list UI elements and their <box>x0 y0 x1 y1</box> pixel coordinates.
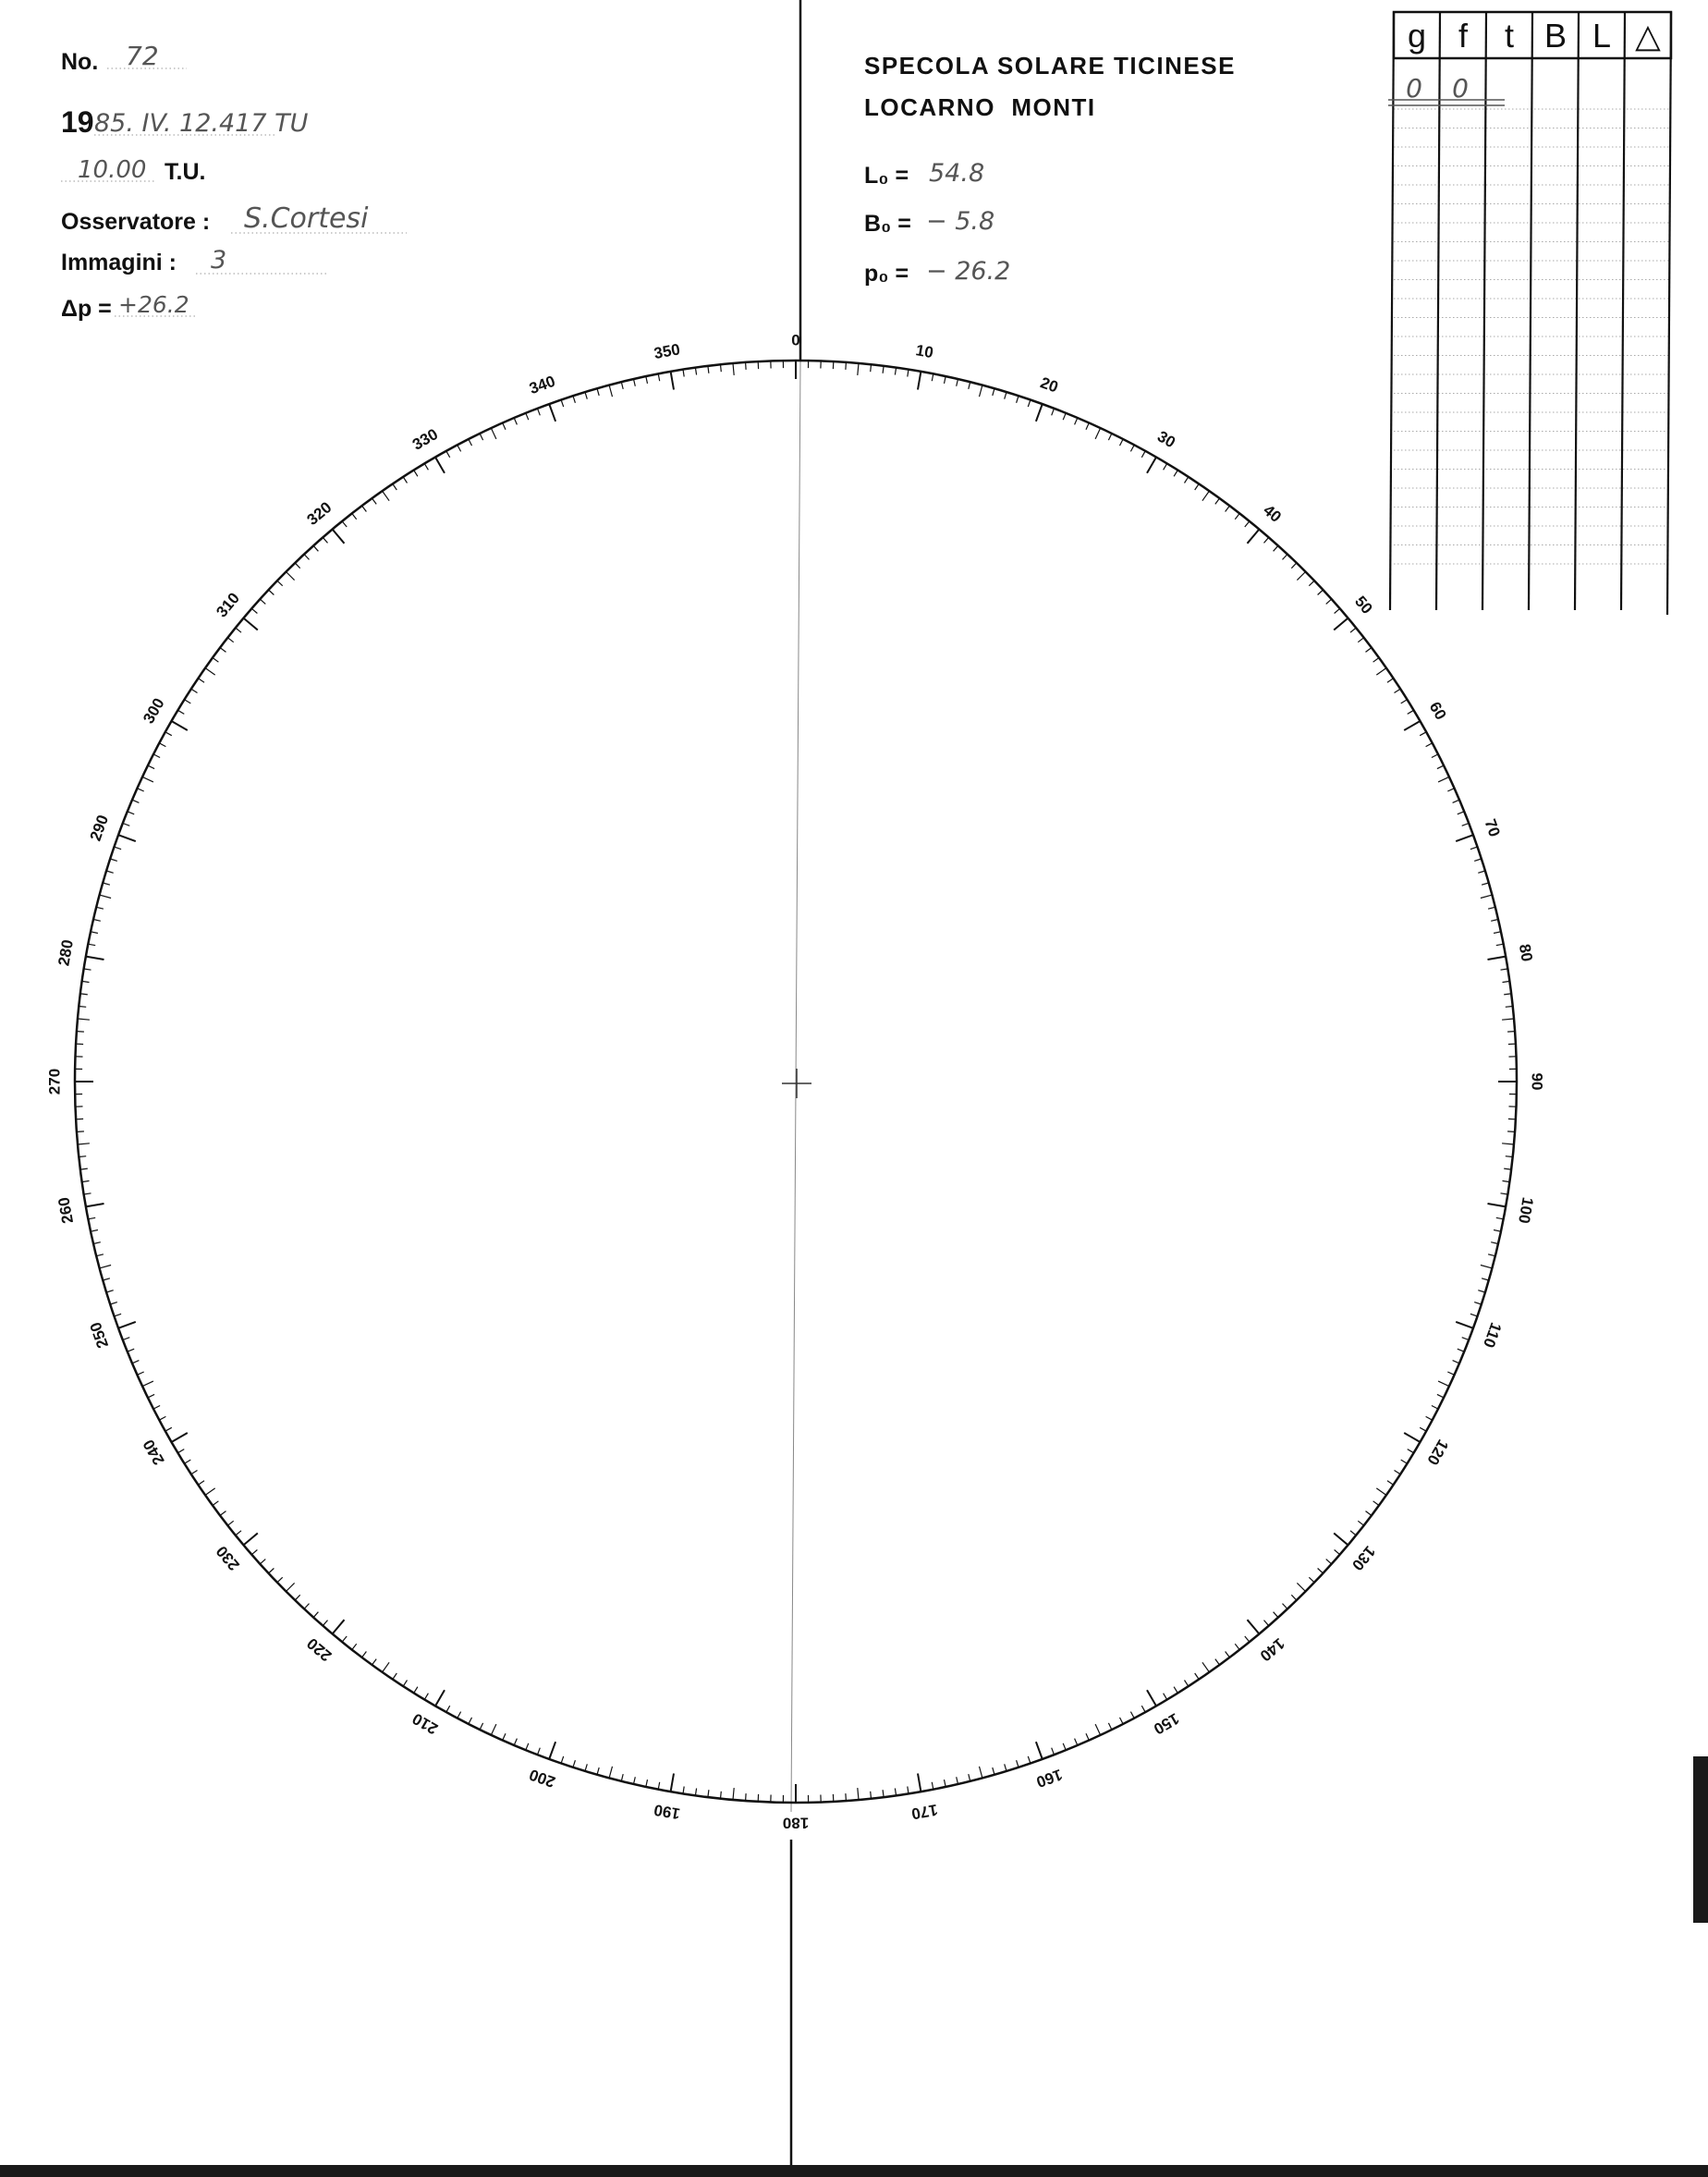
degree-label-0: 0 <box>791 331 800 349</box>
degree-label-190: 190 <box>653 1800 682 1823</box>
B0-label: B₀ = <box>864 211 911 237</box>
degree-tick <box>1507 1131 1515 1132</box>
images-value: 3 <box>211 246 227 275</box>
col-header-L: L <box>1592 17 1612 55</box>
degree-label-120: 120 <box>1423 1436 1452 1469</box>
degree-tick <box>79 1156 86 1157</box>
observer-value: S.Cortesi <box>244 202 369 235</box>
date-prefix: 19 <box>61 105 94 139</box>
degree-label-10: 10 <box>914 341 935 362</box>
degree-label-270: 270 <box>45 1068 64 1095</box>
degree-label-180: 180 <box>782 1814 810 1832</box>
degree-tick <box>746 362 747 370</box>
degree-tick <box>846 362 847 370</box>
P0-label: p₀ = <box>864 261 909 287</box>
scan-edge-right <box>1693 1756 1708 1923</box>
no-label: No. <box>61 49 99 75</box>
degree-label-40: 40 <box>1260 501 1285 526</box>
degree-tick <box>846 1793 847 1801</box>
degree-label-140: 140 <box>1256 1634 1288 1665</box>
time-value: 10.00 <box>78 156 147 184</box>
degree-label-30: 30 <box>1154 427 1178 452</box>
degree-label-230: 230 <box>213 1542 243 1574</box>
degree-label-160: 160 <box>1033 1765 1065 1792</box>
degree-label-320: 320 <box>303 498 336 529</box>
degree-label-220: 220 <box>303 1634 336 1665</box>
degree-label-330: 330 <box>409 425 442 454</box>
degree-label-50: 50 <box>1351 593 1376 618</box>
degree-label-20: 20 <box>1038 373 1061 397</box>
degree-tick <box>77 1032 84 1033</box>
degree-tick <box>721 364 722 372</box>
degree-label-170: 170 <box>909 1800 939 1823</box>
degree-label-300: 300 <box>140 694 168 728</box>
degree-label-240: 240 <box>140 1436 168 1469</box>
col-header-f: f <box>1458 17 1469 55</box>
observatory-line-2: LOCARNO MONTI <box>864 93 1096 121</box>
degree-label-310: 310 <box>213 589 243 621</box>
observer-label: Osservatore : <box>61 209 211 235</box>
degree-label-210: 210 <box>409 1709 442 1738</box>
degree-label-260: 260 <box>55 1195 78 1225</box>
degree-tick <box>77 1131 84 1132</box>
degree-tick <box>721 1792 722 1799</box>
degree-tick <box>871 1792 872 1799</box>
degree-tick <box>1507 1032 1515 1033</box>
B0-value: − 5.8 <box>926 207 995 236</box>
degree-label-70: 70 <box>1481 816 1504 839</box>
P0-value: − 26.2 <box>926 257 1011 286</box>
delta-p-value: +26.2 <box>118 291 189 318</box>
images-label: Immagini : <box>61 250 177 275</box>
degree-label-350: 350 <box>653 340 682 363</box>
degree-tick <box>746 1793 747 1801</box>
date-value: 85. IV. 12.417 TU <box>94 109 309 138</box>
degree-label-90: 90 <box>1528 1072 1546 1091</box>
L0-value: 54.8 <box>929 159 985 188</box>
degree-label-200: 200 <box>527 1765 558 1792</box>
time-label: T.U. <box>165 159 206 185</box>
scan-edge-bottom <box>0 2165 1708 2177</box>
row1-g-value: 0 <box>1406 73 1422 104</box>
delta-p-label: Δp = <box>61 296 112 322</box>
col-header-delta: △ <box>1635 17 1661 55</box>
degree-tick <box>79 1007 86 1008</box>
col-header-g: g <box>1407 17 1427 55</box>
col-header-B: B <box>1543 17 1568 55</box>
degree-label-250: 250 <box>86 1319 113 1351</box>
degree-tick <box>871 364 872 372</box>
degree-label-110: 110 <box>1479 1320 1506 1351</box>
observatory-line-1: SPECOLA SOLARE TICINESE <box>864 52 1236 79</box>
degree-label-100: 100 <box>1514 1195 1537 1225</box>
L0-label: L₀ = <box>864 163 909 189</box>
degree-label-80: 80 <box>1515 942 1536 963</box>
degree-label-130: 130 <box>1348 1542 1379 1574</box>
degree-tick <box>1506 1007 1513 1008</box>
no-value: 72 <box>126 41 159 71</box>
degree-label-340: 340 <box>527 372 558 398</box>
row1-f-value: 0 <box>1452 73 1469 104</box>
col-header-t: t <box>1504 17 1515 55</box>
degree-label-60: 60 <box>1425 699 1450 723</box>
degree-label-290: 290 <box>86 813 113 844</box>
degree-tick <box>1506 1156 1513 1157</box>
degree-label-150: 150 <box>1150 1709 1183 1738</box>
degree-label-280: 280 <box>55 938 78 968</box>
